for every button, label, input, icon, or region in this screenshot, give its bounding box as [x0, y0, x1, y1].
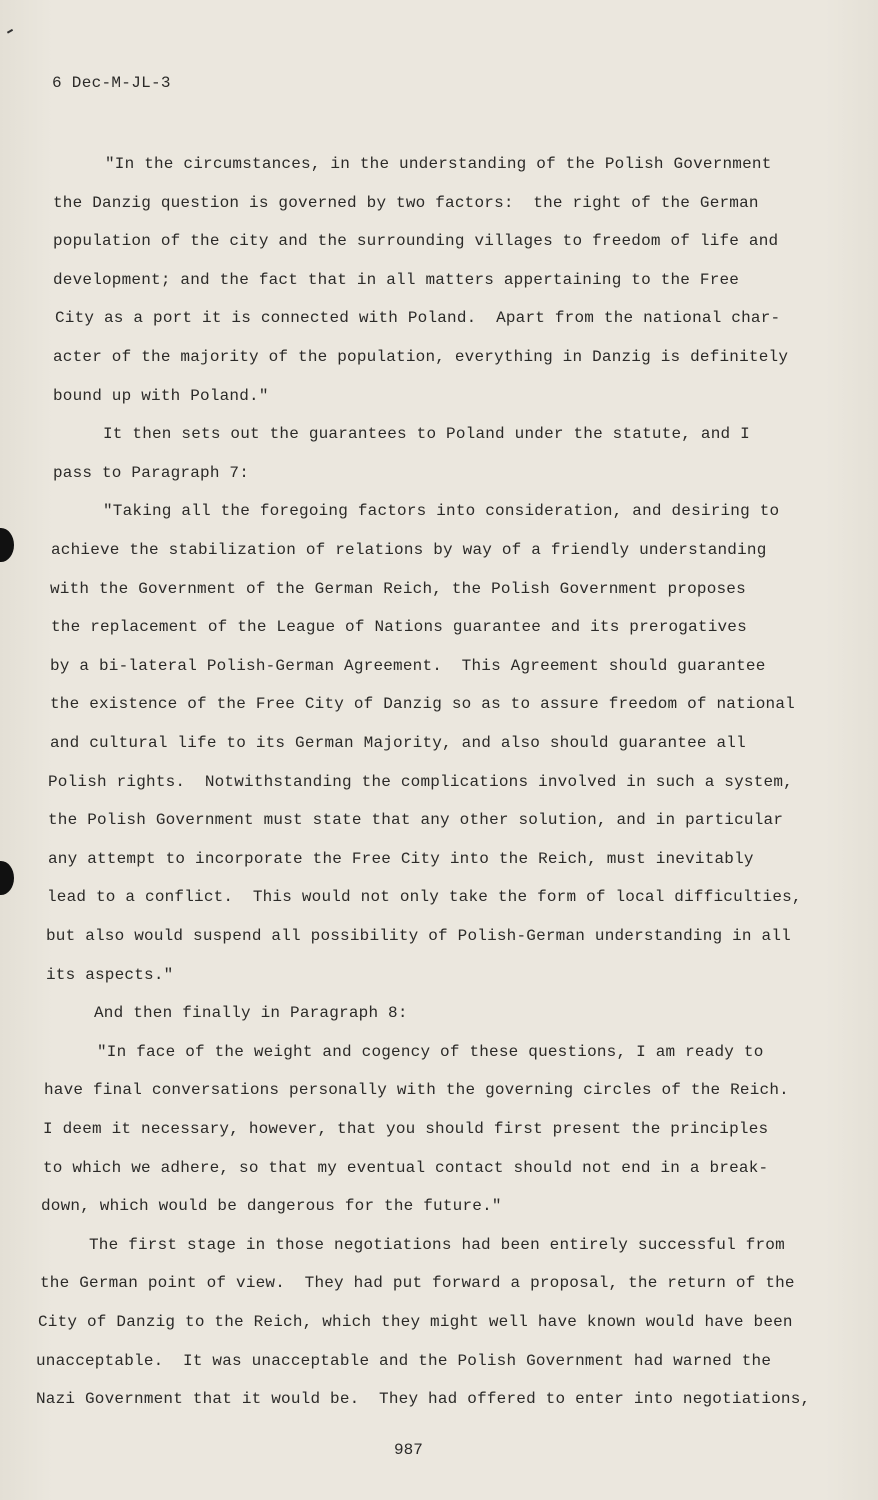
page-number: 987 — [394, 1441, 423, 1459]
text-line: achieve the stabilization of relations by way of a friendly understanding — [51, 541, 767, 559]
punch-hole — [0, 861, 14, 895]
text-line: "Taking all the foregoing factors into consideration, and desiring to — [103, 502, 780, 521]
text-line: have final conversations personally with the governing circles of the Reich. — [44, 1081, 789, 1100]
text-line: acter of the majority of the population, everything in Danzig is definitely — [53, 348, 789, 366]
text-line: pass to Paragraph 7: — [53, 463, 250, 482]
margin-mark — [7, 29, 15, 37]
text-line: lead to a conflict. This would not only take the form of local difficulties, — [47, 888, 802, 907]
text-line: population of the city and the surrounding villages to freedom of life and — [53, 232, 779, 251]
page-header: 6 Dec-M-JL-3 — [52, 74, 171, 92]
text-line: the German point of view. They had put forward a proposal, the return of the — [40, 1274, 795, 1293]
text-line: but also would suspend all possibility of Polish-German understanding in all — [46, 927, 791, 945]
text-line: City of Danzig to the Reich, which they might well have known would have been — [38, 1313, 793, 1331]
text-line: "In face of the weight and cogency of these questions, I am ready to — [97, 1042, 764, 1061]
text-line: bound up with Poland." — [53, 386, 269, 405]
text-line: The first stage in those negotiations had been entirely successful from — [89, 1235, 785, 1254]
text-line: "In the circumstances, in the understanding of the Polish Government — [105, 155, 772, 173]
text-line: down, which would be dangerous for the future." — [41, 1197, 502, 1216]
text-line: any attempt to incorporate the Free City into the Reich, must inevitably — [48, 849, 754, 868]
text-line: and cultural life to its German Majority, and also should guarantee all — [50, 734, 746, 752]
text-line: the Polish Government must state that any other solution, and in particular — [48, 811, 784, 830]
text-line: by a bi-lateral Polish-German Agreement. This Agreement should guarantee — [50, 656, 766, 675]
text-line: And then finally in Paragraph 8: — [94, 1004, 408, 1023]
text-line: the existence of the Free City of Danzig so as to assure freedom of national — [50, 695, 795, 714]
text-line: the replacement of the League of Nations guarantee and its prerogatives — [51, 618, 747, 637]
text-line: the Danzig question is governed by two factors: the right of the German — [53, 193, 759, 212]
text-line: its aspects." — [46, 965, 174, 984]
text-line: I deem it necessary, however, that you should first present the principles — [43, 1120, 769, 1138]
punch-hole — [0, 528, 14, 562]
text-line: City as a port it is connected with Poland. Apart from the national char- — [55, 309, 781, 328]
text-line: unacceptable. It was unacceptable and the Polish Government had warned the — [36, 1351, 772, 1370]
text-line: development; and the fact that in all matters appertaining to the Free — [53, 270, 740, 289]
text-line: Polish rights. Notwithstanding the complications involved in such a system, — [48, 772, 793, 791]
text-line: with the Government of the German Reich, the Polish Government proposes — [50, 579, 746, 598]
text-line: Nazi Government that it would be. They had offered to enter into negotiations, — [36, 1390, 811, 1409]
text-line: to which we adhere, so that my eventual contact should not end in a break- — [43, 1158, 769, 1177]
text-line: It then sets out the guarantees to Poland under the statute, and I — [103, 425, 750, 444]
